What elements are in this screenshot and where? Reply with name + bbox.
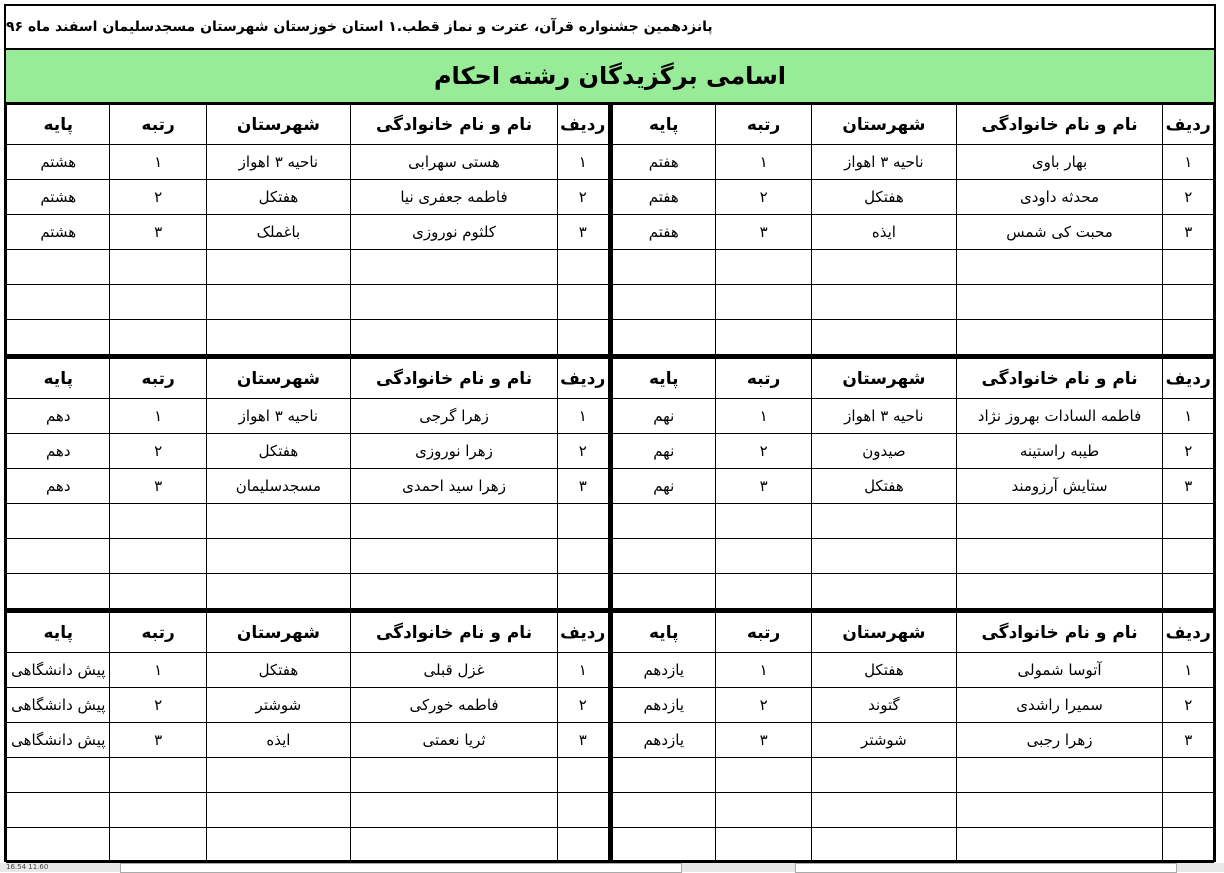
table-cell[interactable] [1163,793,1214,828]
table-cell[interactable] [1163,504,1214,539]
table-row [7,653,609,688]
table-cell[interactable]: ۲ [557,688,608,723]
table-cell[interactable] [1163,285,1214,320]
table-cell[interactable] [110,574,206,609]
table-cell[interactable] [206,793,350,828]
table-cell[interactable] [7,758,110,793]
table-row [7,469,609,504]
table-cell[interactable]: غزل قبلی [351,653,558,688]
table-cell[interactable] [7,539,110,574]
table-cell[interactable]: پیش دانشگاهی [7,653,110,688]
table-cell[interactable] [715,828,811,863]
table-cell[interactable] [812,539,956,574]
table-cell[interactable] [206,758,350,793]
table-row [612,399,1214,434]
column-header: شهرستان [206,105,350,145]
table-cell[interactable]: ۱ [557,399,608,434]
column-header: رتبه [110,359,206,399]
table-cell[interactable] [351,758,558,793]
table-cell[interactable]: ۲ [110,434,206,469]
table-cell[interactable]: هشتم [7,180,110,215]
table-row [7,320,609,355]
column-header: ردیف [557,105,608,145]
table-row [612,793,1214,828]
column-header: ردیف [557,359,608,399]
table-row [612,723,1214,758]
table-cell[interactable]: ۱ [715,653,811,688]
table-cell[interactable] [612,250,715,285]
table-cell[interactable]: شوشتر [206,688,350,723]
table-cell[interactable] [557,574,608,609]
table-cell[interactable] [715,285,811,320]
table-header-row [7,613,609,653]
table-cell[interactable]: بهار باوی [956,145,1163,180]
table-cell[interactable] [715,504,811,539]
column-header: ردیف [1163,359,1214,399]
table-cell[interactable] [110,320,206,355]
table-row [7,399,609,434]
column-header: رتبه [715,359,811,399]
table-cell[interactable] [110,758,206,793]
table-row [7,793,609,828]
table-cell[interactable]: ۲ [557,180,608,215]
column-header: پایه [612,613,715,653]
results-block [6,612,1214,863]
column-header: ردیف [1163,105,1214,145]
table-cell[interactable] [110,285,206,320]
table-cell[interactable]: هفتکل [812,469,956,504]
table-cell[interactable]: ۲ [1163,688,1214,723]
right-table [612,358,1215,609]
table-cell[interactable] [715,250,811,285]
status-text: 16.54 11.60 [6,863,49,871]
table-cell[interactable] [110,793,206,828]
table-cell[interactable]: هفتکل [812,653,956,688]
table-cell[interactable] [612,574,715,609]
table-cell[interactable] [956,285,1163,320]
table-cell[interactable]: فاطمه جعفری نیا [351,180,558,215]
table-cell[interactable]: ۳ [1163,215,1214,250]
table-cell[interactable]: فاطمه خورکی [351,688,558,723]
table-cell[interactable] [7,504,110,539]
column-header: نام و نام خانوادگی [351,613,558,653]
table-cell[interactable]: ۱ [557,653,608,688]
column-header: پایه [7,613,110,653]
table-cell[interactable]: گتوند [812,688,956,723]
table-cell[interactable] [956,539,1163,574]
table-cell[interactable]: ۲ [1163,180,1214,215]
table-cell[interactable]: نهم [612,399,715,434]
table-row [7,504,609,539]
table-cell[interactable] [110,539,206,574]
table-cell[interactable]: ناحیه ۳ اهواز [206,145,350,180]
table-cell[interactable] [7,574,110,609]
table-cell[interactable]: ۱ [1163,653,1214,688]
table-cell[interactable]: ۳ [110,215,206,250]
table-cell[interactable]: زهرا نوروزی [351,434,558,469]
table-cell[interactable] [557,758,608,793]
table-cell[interactable]: ستایش آرزومند [956,469,1163,504]
table-row [7,434,609,469]
column-header: ردیف [1163,613,1214,653]
table-row [612,574,1214,609]
table-cell[interactable] [812,793,956,828]
table-cell[interactable] [715,574,811,609]
table-cell[interactable] [206,828,350,863]
table-cell[interactable]: کلثوم نوروزی [351,215,558,250]
column-header: شهرستان [206,359,350,399]
table-cell[interactable] [351,250,558,285]
column-header: پایه [612,359,715,399]
table-cell[interactable]: طیبه راستینه [956,434,1163,469]
table-cell[interactable]: ۳ [557,215,608,250]
column-header: نام و نام خانوادگی [351,359,558,399]
table-cell[interactable]: دهم [7,434,110,469]
table-row [7,285,609,320]
table-cell[interactable] [206,250,350,285]
column-header: پایه [612,105,715,145]
column-header: پایه [7,359,110,399]
table-cell[interactable]: آتوسا شمولی [956,653,1163,688]
table-cell[interactable] [206,285,350,320]
table-cell[interactable]: ۲ [110,688,206,723]
table-cell[interactable]: ۲ [715,688,811,723]
table-cell[interactable]: زهرا گرجی [351,399,558,434]
table-cell[interactable]: ۲ [557,434,608,469]
table-cell[interactable]: ۲ [110,180,206,215]
table-cell[interactable] [7,793,110,828]
table-cell[interactable]: یازدهم [612,688,715,723]
results-block [6,358,1214,612]
table-cell[interactable]: پیش دانشگاهی [7,688,110,723]
table-cell[interactable] [351,539,558,574]
table-row [7,215,609,250]
table-cell[interactable] [612,793,715,828]
table-cell[interactable] [612,539,715,574]
right-table [612,612,1215,863]
status-bar [0,863,1224,872]
table-cell[interactable]: ۱ [715,145,811,180]
table-cell[interactable] [812,285,956,320]
table-cell[interactable] [812,574,956,609]
table-cell[interactable] [206,574,350,609]
table-cell[interactable]: ایذه [812,215,956,250]
table-row [612,145,1214,180]
table-row [7,688,609,723]
table-cell[interactable]: هفتکل [812,180,956,215]
column-header: نام و نام خانوادگی [956,613,1163,653]
table-cell[interactable] [1163,574,1214,609]
table-cell[interactable] [715,793,811,828]
table-cell[interactable]: ۳ [557,469,608,504]
table-cell[interactable] [956,758,1163,793]
table-cell[interactable] [206,320,350,355]
table-cell[interactable]: فاطمه السادات بهروز نژاد [956,399,1163,434]
table-row [612,469,1214,504]
table-row [612,434,1214,469]
table-cell[interactable] [1163,828,1214,863]
table-cell[interactable] [7,828,110,863]
column-header: رتبه [110,105,206,145]
table-cell[interactable]: ۳ [715,469,811,504]
column-header: شهرستان [812,105,956,145]
table-cell[interactable]: ۱ [1163,145,1214,180]
table-cell[interactable]: هفتم [612,180,715,215]
table-cell[interactable]: ۱ [557,145,608,180]
table-row [7,180,609,215]
column-header: شهرستان [812,613,956,653]
results-block [6,104,1214,358]
table-cell[interactable] [351,320,558,355]
table-cell[interactable] [1163,539,1214,574]
table-cell[interactable]: صیدون [812,434,956,469]
left-table [6,104,609,355]
table-cell[interactable] [612,285,715,320]
table-row [7,828,609,863]
table-row [612,215,1214,250]
table-header-row [612,359,1214,399]
table-cell[interactable]: ۳ [110,723,206,758]
table-row [612,285,1214,320]
table-cell[interactable]: هفتم [612,215,715,250]
table-cell[interactable]: شوشتر [812,723,956,758]
table-cell[interactable]: دهم [7,399,110,434]
table-cell[interactable] [812,504,956,539]
column-header: نام و نام خانوادگی [956,105,1163,145]
table-cell[interactable] [7,285,110,320]
table-cell[interactable] [956,828,1163,863]
table-cell[interactable]: ثریا نعمتی [351,723,558,758]
table-cell[interactable]: نهم [612,434,715,469]
table-cell[interactable] [612,504,715,539]
column-header: نام و نام خانوادگی [956,359,1163,399]
table-cell[interactable]: ناحیه ۳ اهواز [812,399,956,434]
table-cell[interactable]: ایذه [206,723,350,758]
table-cell[interactable] [956,320,1163,355]
table-cell[interactable]: ۳ [1163,723,1214,758]
table-row [612,653,1214,688]
table-cell[interactable]: ۳ [715,723,811,758]
table-row [7,250,609,285]
table-cell[interactable]: نهم [612,469,715,504]
table-row [612,250,1214,285]
table-cell[interactable] [812,758,956,793]
table-cell[interactable] [110,504,206,539]
table-cell[interactable] [557,285,608,320]
table-row [7,723,609,758]
table-cell[interactable]: هفتم [612,145,715,180]
table-cell[interactable]: هشتم [7,145,110,180]
table-cell[interactable]: مسجدسلیمان [206,469,350,504]
spreadsheet-sheet [4,4,1216,862]
table-cell[interactable] [812,828,956,863]
table-row [612,504,1214,539]
column-header: شهرستان [206,613,350,653]
table-cell[interactable] [351,285,558,320]
table-cell[interactable] [612,828,715,863]
table-cell[interactable] [110,250,206,285]
right-table [612,104,1215,355]
table-cell[interactable] [351,828,558,863]
table-row [612,320,1214,355]
table-cell[interactable]: هستی سهرابی [351,145,558,180]
table-row [612,758,1214,793]
table-cell[interactable] [1163,320,1214,355]
results-blocks [6,104,1214,863]
table-cell[interactable]: ۳ [110,469,206,504]
table-cell[interactable]: ۲ [715,180,811,215]
table-cell[interactable] [557,828,608,863]
column-header: ردیف [557,613,608,653]
table-cell[interactable]: ۱ [715,399,811,434]
table-cell[interactable]: ۱ [1163,399,1214,434]
table-cell[interactable] [557,320,608,355]
table-cell[interactable]: ناحیه ۳ اهواز [812,145,956,180]
table-cell[interactable]: ۱ [110,653,206,688]
table-cell[interactable] [715,539,811,574]
column-header: رتبه [715,105,811,145]
table-cell[interactable] [7,250,110,285]
page-title: اسامی برگزیدگان رشته احکام [6,50,1214,104]
table-cell[interactable] [7,320,110,355]
table-cell[interactable] [351,793,558,828]
table-cell[interactable]: هفتکل [206,180,350,215]
table-cell[interactable]: هشتم [7,215,110,250]
table-cell[interactable]: زهرا رجبی [956,723,1163,758]
table-cell[interactable] [557,539,608,574]
table-cell[interactable]: یازدهم [612,653,715,688]
table-row [612,180,1214,215]
table-cell[interactable] [110,828,206,863]
festival-header: پانزدهمین جشنواره قرآن، عترت و نماز قطب.۱ استان خوزستان شهرستان مسجدسلیمان اسفند ماه ۹۶ [6,6,1214,50]
table-cell[interactable]: محدثه داودی [956,180,1163,215]
column-header: پایه [7,105,110,145]
table-cell[interactable] [557,504,608,539]
table-cell[interactable]: یازدهم [612,723,715,758]
table-cell[interactable] [1163,250,1214,285]
table-cell[interactable]: هفتکل [206,653,350,688]
table-cell[interactable] [351,574,558,609]
table-cell[interactable] [956,504,1163,539]
table-cell[interactable] [956,250,1163,285]
table-cell[interactable] [812,250,956,285]
table-cell[interactable]: ۳ [715,215,811,250]
table-cell[interactable] [956,574,1163,609]
table-cell[interactable]: ۱ [110,145,206,180]
table-header-row [7,359,609,399]
table-cell[interactable] [612,320,715,355]
table-cell[interactable]: دهم [7,469,110,504]
table-cell[interactable]: سمیرا راشدی [956,688,1163,723]
left-table [6,612,609,863]
table-cell[interactable] [206,539,350,574]
table-cell[interactable]: ۲ [715,434,811,469]
table-header-row [612,613,1214,653]
table-cell[interactable] [715,758,811,793]
table-cell[interactable] [1163,758,1214,793]
table-row [7,539,609,574]
table-cell[interactable]: محبت کی شمس [956,215,1163,250]
table-cell[interactable] [715,320,811,355]
table-cell[interactable] [557,250,608,285]
column-header: نام و نام خانوادگی [351,105,558,145]
table-row [612,828,1214,863]
table-header-row [7,105,609,145]
table-cell[interactable]: ۳ [557,723,608,758]
table-row [7,758,609,793]
table-cell[interactable] [612,758,715,793]
left-table [6,358,609,609]
table-row [7,145,609,180]
table-cell[interactable]: ناحیه ۳ اهواز [206,399,350,434]
table-cell[interactable]: پیش دانشگاهی [7,723,110,758]
table-header-row [612,105,1214,145]
table-cell[interactable]: ۳ [1163,469,1214,504]
table-cell[interactable]: باغملک [206,215,350,250]
table-row [7,574,609,609]
table-row [612,688,1214,723]
table-cell[interactable]: هفتکل [206,434,350,469]
table-cell[interactable] [351,504,558,539]
column-header: رتبه [110,613,206,653]
table-cell[interactable] [206,504,350,539]
table-cell[interactable]: ۲ [1163,434,1214,469]
table-cell[interactable]: ۱ [110,399,206,434]
table-cell[interactable] [557,793,608,828]
table-cell[interactable]: زهرا سید احمدی [351,469,558,504]
table-cell[interactable] [956,793,1163,828]
column-header: رتبه [715,613,811,653]
table-row [612,539,1214,574]
table-cell[interactable] [812,320,956,355]
column-header: شهرستان [812,359,956,399]
